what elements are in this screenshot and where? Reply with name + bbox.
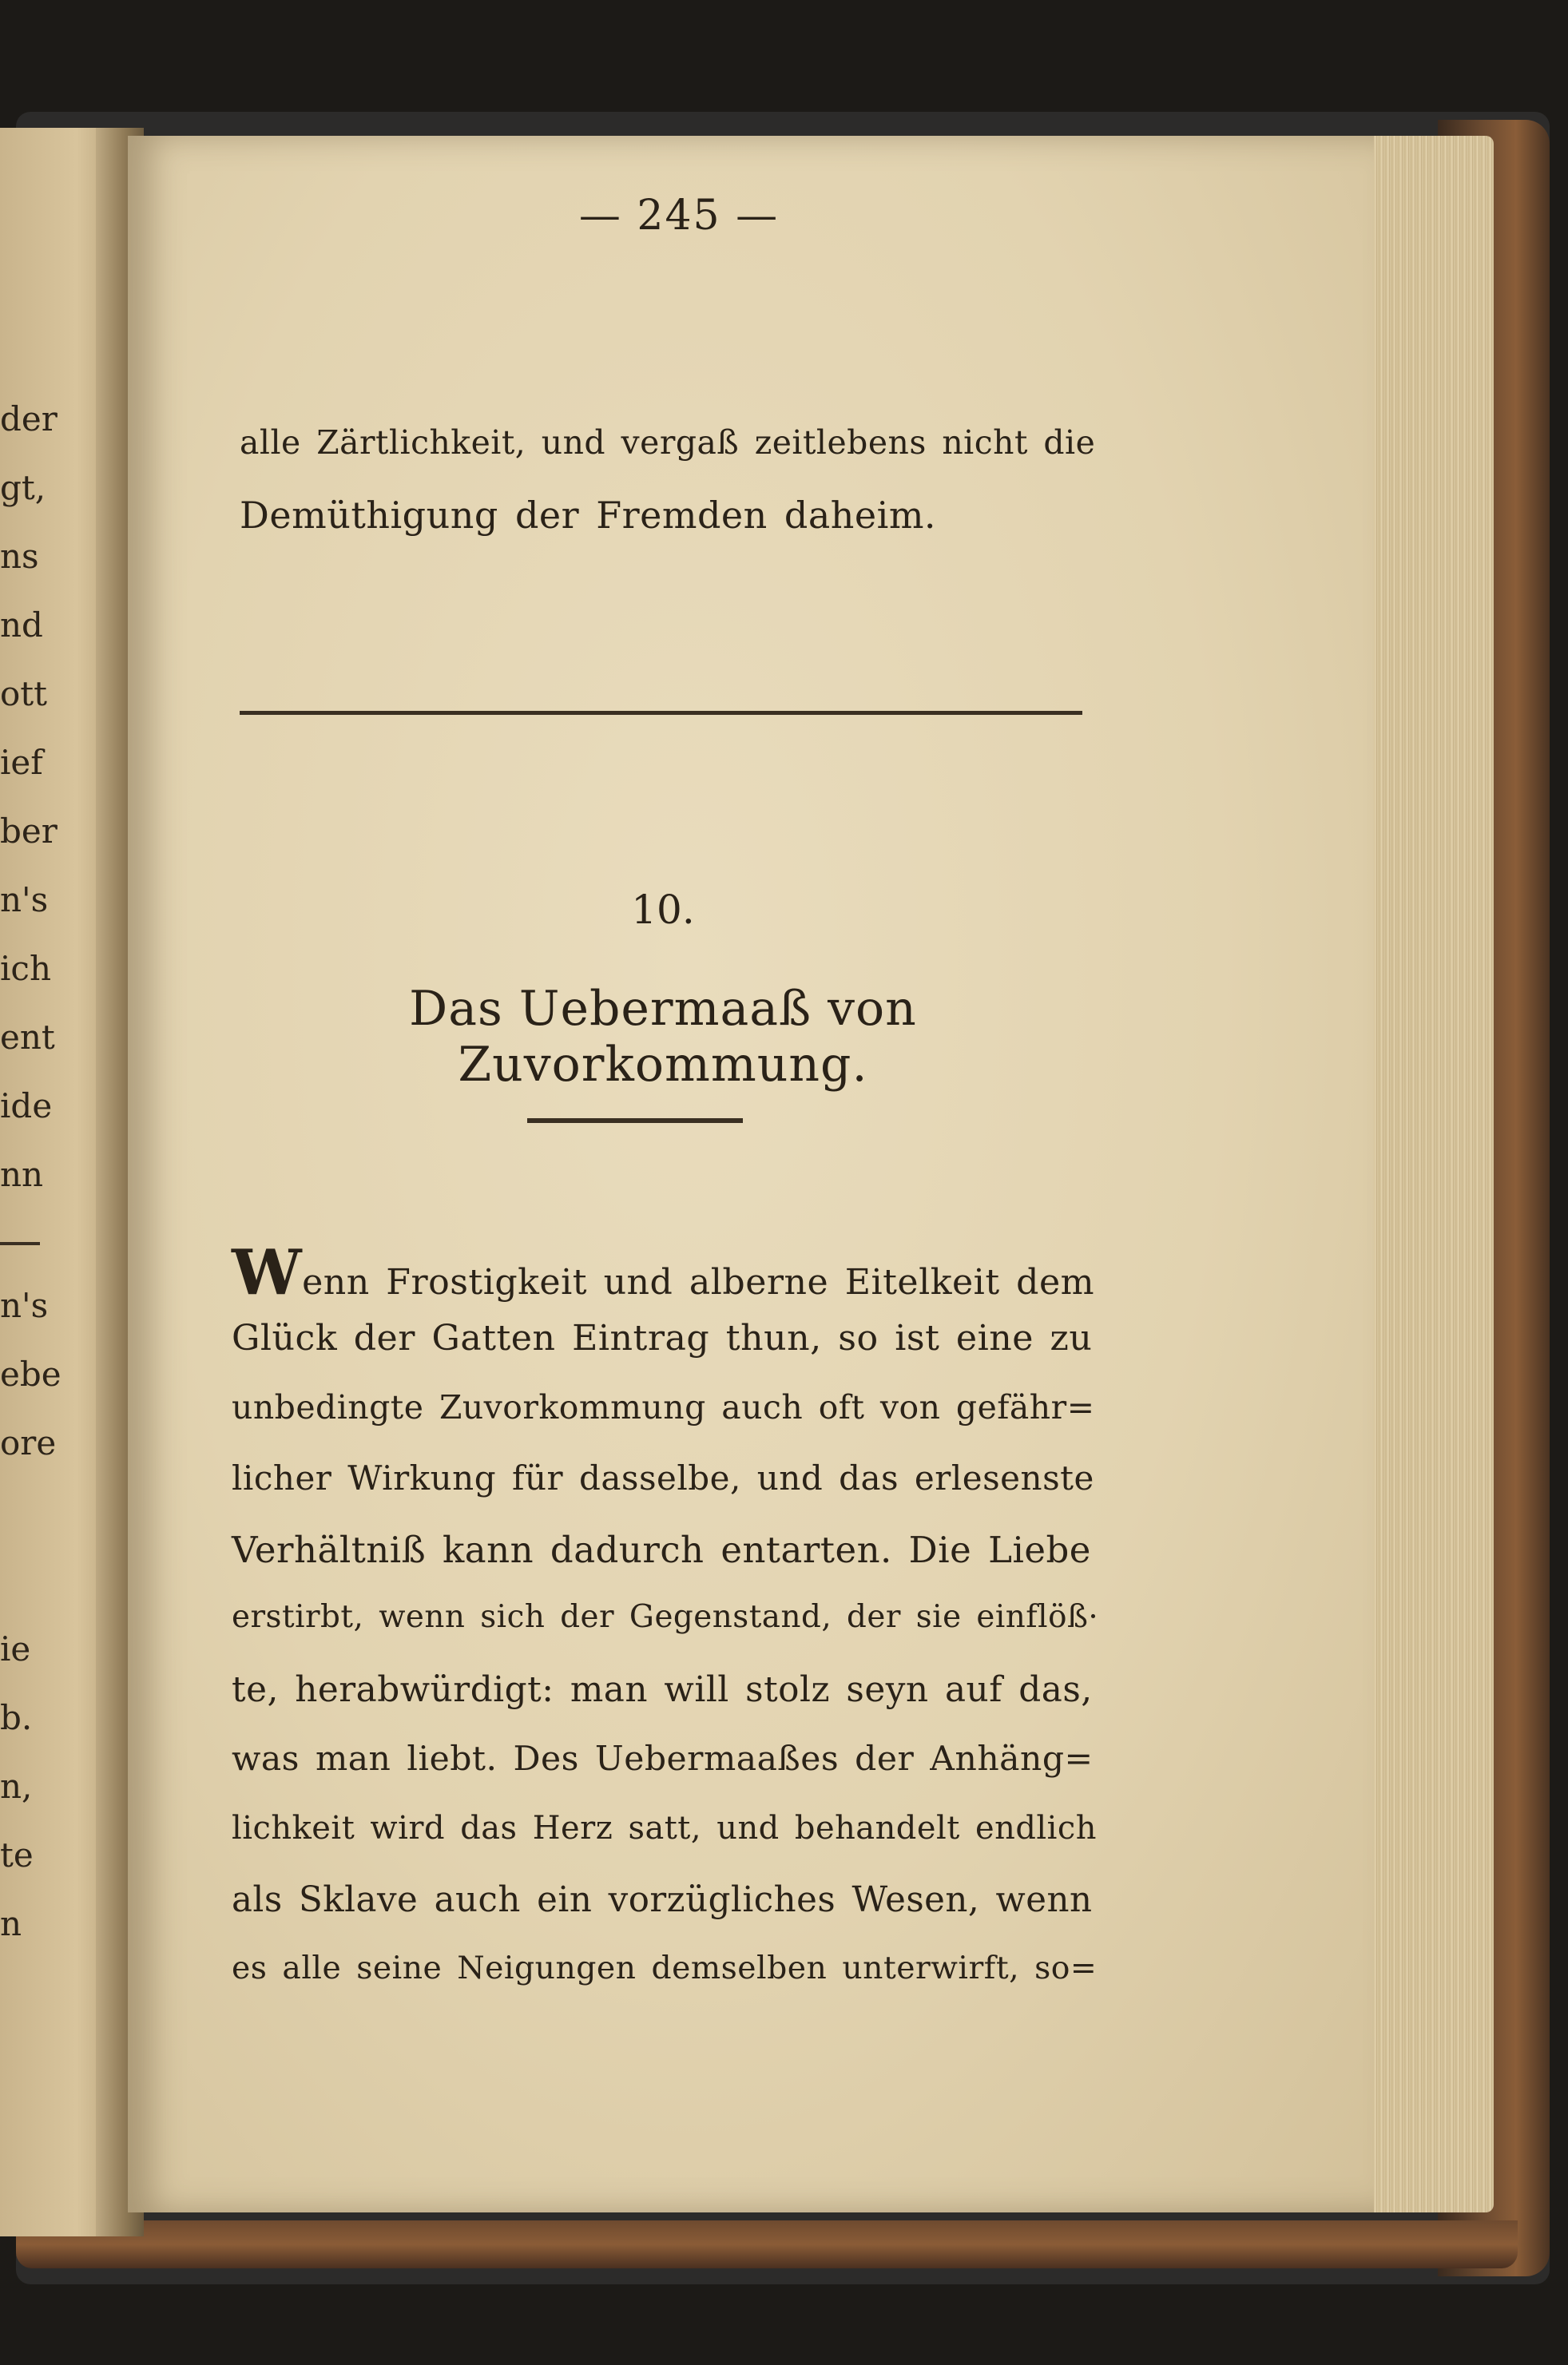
left-page-fragment: ott [0,674,48,713]
body-line [232,1236,1095,1309]
chapter-number: 10. [631,887,695,933]
body-line: te, herabwürdigt: man will stolz seyn auf das, [232,1669,1093,1710]
left-page-fragment: ief [0,743,43,782]
page-number: — 245 — [578,192,780,240]
left-page-fragment: n, [0,1767,33,1806]
left-page-fragment: ie [0,1629,31,1669]
body-line: Glück der Gatten Eintrag thun, so ist eine zu [232,1318,1093,1359]
body-line: erstirbt, wenn sich der Gegenstand, der sie einflöß· [232,1599,1099,1635]
left-page-fragment: der [0,399,58,438]
left-page-fragment: ide [0,1086,53,1125]
left-page-fragment: nn [0,1155,44,1194]
drop-cap: W [232,1236,303,1309]
body-line: unbedingte Zuvorkommung auch oft von gefähr= [232,1388,1095,1427]
left-page-fragment: ore [0,1423,57,1462]
body-line: es alle seine Neigungen demselben unterwirft, so= [232,1950,1098,1986]
left-page-fragment: n [0,1904,22,1943]
book-cover-bottom-edge [16,2220,1518,2268]
left-page-fragment: gt, [0,468,46,507]
left-page-fragment: ns [0,537,39,576]
body-line-text: enn Frostigkeit und alberne Eitelkeit dem [302,1262,1095,1303]
chapter-title-rule [527,1118,743,1123]
left-page-fragment: ent [0,1018,55,1057]
left-page-fragment: b. [0,1698,33,1737]
left-page-fragment: te [0,1835,34,1875]
chapter-title: Das Uebermaaß von Zuvorkommung. [409,981,917,1093]
section-divider-rule [240,711,1082,715]
left-page-fragment: n's [0,1286,49,1325]
left-page-fragment: ebe [0,1355,62,1394]
left-page-fragment: nd [0,605,43,645]
page-block-edge [1358,136,1494,2212]
left-page-fragment: n's [0,880,49,919]
body-line: was man liebt. Des Uebermaaßes der Anhäng= [232,1740,1094,1779]
body-line: Verhältniß kann dadurch entarten. Die Liebe [232,1529,1091,1571]
continuation-line: alle Zärtlichkeit, und vergaß zeitlebens nicht die [240,423,1096,462]
body-line: licher Wirkung für dasselbe, und das erlesenste [232,1458,1094,1498]
body-line: lichkeit wird das Herz satt, und behandelt endlich [232,1810,1097,1847]
left-page-rule [0,1242,40,1245]
body-line: als Sklave auch ein vorzügliches Wesen, wenn [232,1880,1093,1920]
continuation-line: Demüthigung der Fremden daheim. [240,494,937,537]
left-page-fragment: ich [0,949,52,988]
left-page-fragment: ber [0,811,58,851]
